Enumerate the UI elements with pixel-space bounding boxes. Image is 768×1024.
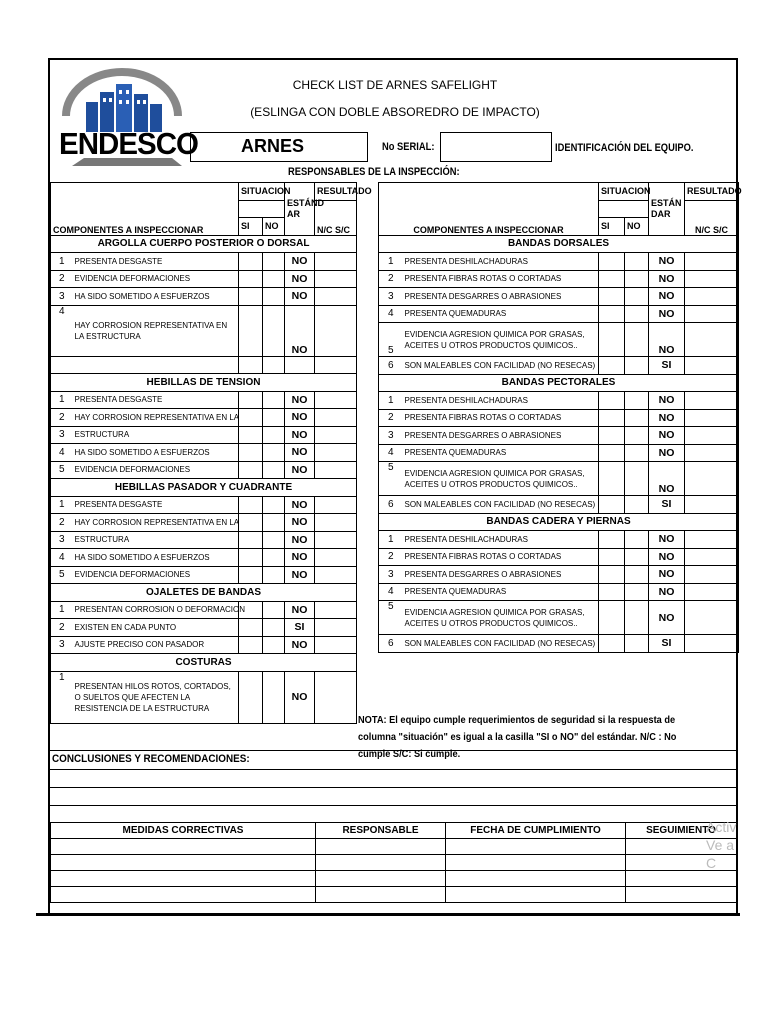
table-row: 1 PRESENTAN CORROSION O DEFORMACION NO [51, 601, 357, 619]
estandar-header: ESTÁND AR [285, 183, 315, 236]
table-row: 5 EVIDENCIA DEFORMACIONES NO [51, 566, 357, 584]
conclusiones-label: CONCLUSIONES Y RECOMENDACIONES: [52, 753, 250, 765]
table-row: 1 PRESENTA DESGASTE NO [51, 391, 357, 409]
bottom-rule [36, 913, 740, 916]
section-hebillas-pasador: HEBILLAS PASADOR Y CUADRANTE [51, 479, 357, 497]
table-row: 2 EVIDENCIA DEFORMACIONES NO [51, 270, 357, 288]
responsables-label: RESPONSABLES DE LA INSPECCIÓN: [288, 166, 460, 178]
components-header: COMPONENTES A INSPECCIONAR [51, 183, 239, 236]
section-argolla: ARGOLLA CUERPO POSTERIOR O DORSAL [51, 235, 357, 253]
table-row: 2 HAY CORROSION REPRESENTATIVA EN LA NO [51, 514, 357, 532]
table-row: 2 PRESENTA FIBRAS ROTAS O CORTADAS NO [379, 548, 739, 566]
section-pectorales: BANDAS PECTORALES [379, 374, 739, 392]
section-dorsales: BANDAS DORSALES [379, 235, 739, 253]
table-row: 5 EVIDENCIA AGRESION QUIMICA POR GRASAS, ACEITES U OTROS PRODUCTOS QUIMICOS.. NO [379, 323, 739, 357]
table-row: 6 SON MALEABLES CON FACILIDAD (NO RESECAS) SI [379, 635, 739, 653]
si-header: SI [239, 218, 263, 236]
table-row: 4 HAY CORROSION REPRESENTATIVA EN LA ESTRUCTURA NO [51, 305, 357, 356]
table-row: 1 PRESENTA DESGASTE NO [51, 496, 357, 514]
table-row: 4 HA SIDO SOMETIDO A ESFUERZOS NO [51, 444, 357, 462]
table-row: 3 ESTRUCTURA NO [51, 426, 357, 444]
table-row: 2 HAY CORROSION REPRESENTATIVA EN LA NO [51, 409, 357, 427]
id-label: IDENTIFICACIÓN DEL EQUIPO. [555, 142, 694, 154]
table-row [51, 871, 737, 887]
table-row [51, 887, 737, 903]
table-row [51, 839, 737, 855]
responsable-header: RESPONSABLE [316, 823, 446, 839]
table-row: 3 AJUSTE PRECISO CON PASADOR NO [51, 636, 357, 654]
table-row: 3 PRESENTA DESGARRES O ABRASIONES NO [379, 288, 739, 306]
resultado-header-right: RESULTADO [685, 183, 739, 201]
activation-watermark: Activ Ve a C [706, 819, 737, 871]
table-row: 4 PRESENTA QUEMADURAS NO [379, 305, 739, 323]
equipment-field[interactable]: ARNES [190, 132, 368, 162]
si-header-right: SI [599, 218, 625, 236]
checklist-sheet [48, 58, 742, 916]
table-row: 3 PRESENTA DESGARRES O ABRASIONES NO [379, 427, 739, 445]
table-row: 2 PRESENTA FIBRAS ROTAS O CORTADAS NO [379, 409, 739, 427]
table-row: 4 PRESENTA QUEMADURAS NO [379, 444, 739, 462]
table-row: 5 EVIDENCIA DEFORMACIONES NO [51, 461, 357, 479]
situacion-header-right: SITUACION [599, 183, 649, 201]
table-row: 4 HA SIDO SOMETIDO A ESFUERZOS NO [51, 549, 357, 567]
table-row: 1 PRESENTA DESHILACHADURAS NO [379, 253, 739, 271]
logo-text: ENDESCO [59, 126, 198, 161]
left-checklist-table [50, 182, 372, 724]
no-header: NO [263, 218, 285, 236]
right-checklist-table [378, 182, 742, 653]
table-row: 1 PRESENTA DESHILACHADURAS NO [379, 392, 739, 410]
serial-field[interactable] [440, 132, 552, 162]
endesco-logo [56, 66, 198, 172]
table-row: 4 PRESENTA QUEMADURAS NO [379, 583, 739, 601]
estandar-header-right: ESTÁN DAR [649, 183, 685, 236]
table-row: 3 PRESENTA DESGARRES O ABRASIONES NO [379, 566, 739, 584]
table-row: 5 EVIDENCIA AGRESION QUIMICA POR GRASAS, ACEITES U OTROS PRODUCTOS QUIMICOS.. NO [379, 462, 739, 496]
conclusiones-line[interactable] [50, 787, 736, 788]
resultado-header: RESULTADO [315, 183, 357, 201]
table-row: 1 PRESENTAN HILOS ROTOS, CORTADOS, O SUELTOS QUE AFECTEN LA RESISTENCIA DE LA ESTRUCTURA NO [51, 671, 357, 723]
nc-sc-header: N/C S/C [315, 200, 357, 235]
nc-sc-header-right: N/C S/C [685, 200, 739, 235]
conclusiones-line[interactable] [50, 805, 736, 806]
situacion-header: SITUACION [239, 183, 285, 201]
table-row: 1 PRESENTA DESHILACHADURAS NO [379, 531, 739, 549]
table-row: 3 HA SIDO SOMETIDO A ESFUERZOS NO [51, 288, 357, 306]
no-header-right: NO [625, 218, 649, 236]
medidas-header: MEDIDAS CORRECTIVAS [51, 823, 316, 839]
table-row: 3 ESTRUCTURA NO [51, 531, 357, 549]
table-row: 6 SON MALEABLES CON FACILIDAD (NO RESECAS) SI [379, 357, 739, 375]
table-row: 6 SON MALEABLES CON FACILIDAD (NO RESECAS) SI [379, 496, 739, 514]
section-costuras: COSTURAS [51, 654, 357, 672]
components-header-right: COMPONENTES A INSPECCIONAR [379, 183, 599, 236]
page-subtitle: (ESLINGA CON DOBLE ABSOREDRO DE IMPACTO) [250, 105, 540, 119]
table-row: 2 EXISTEN EN CADA PUNTO SI [51, 619, 357, 637]
corrective-measures-table [50, 822, 737, 903]
table-row: 1 PRESENTA DESGASTE NO [51, 253, 357, 271]
section-ojaletes: OJALETES DE BANDAS [51, 584, 357, 602]
table-row: 2 PRESENTA FIBRAS ROTAS O CORTADAS NO [379, 270, 739, 288]
serial-label: No SERIAL: [382, 141, 435, 153]
seguimiento-header: SEGUIMIENTO [626, 823, 737, 839]
section-cadera: BANDAS CADERA Y PIERNAS [379, 513, 739, 531]
section-hebillas-tension: HEBILLAS DE TENSION [51, 374, 357, 392]
table-row [51, 855, 737, 871]
nota-text: NOTA: El equipo cumple requerimientos de seguridad si la respuesta de columna "situación" es igual a la casilla "SI o NO" del estándar. N/C : No cumple S/C: Si cumple. [358, 714, 677, 760]
page-title: CHECK LIST DE ARNES SAFELIGHT [292, 78, 498, 92]
fecha-header: FECHA DE CUMPLIMIENTO [446, 823, 626, 839]
table-row: 5 EVIDENCIA AGRESION QUIMICA POR GRASAS, ACEITES U OTROS PRODUCTOS QUIMICOS.. NO [379, 601, 739, 635]
